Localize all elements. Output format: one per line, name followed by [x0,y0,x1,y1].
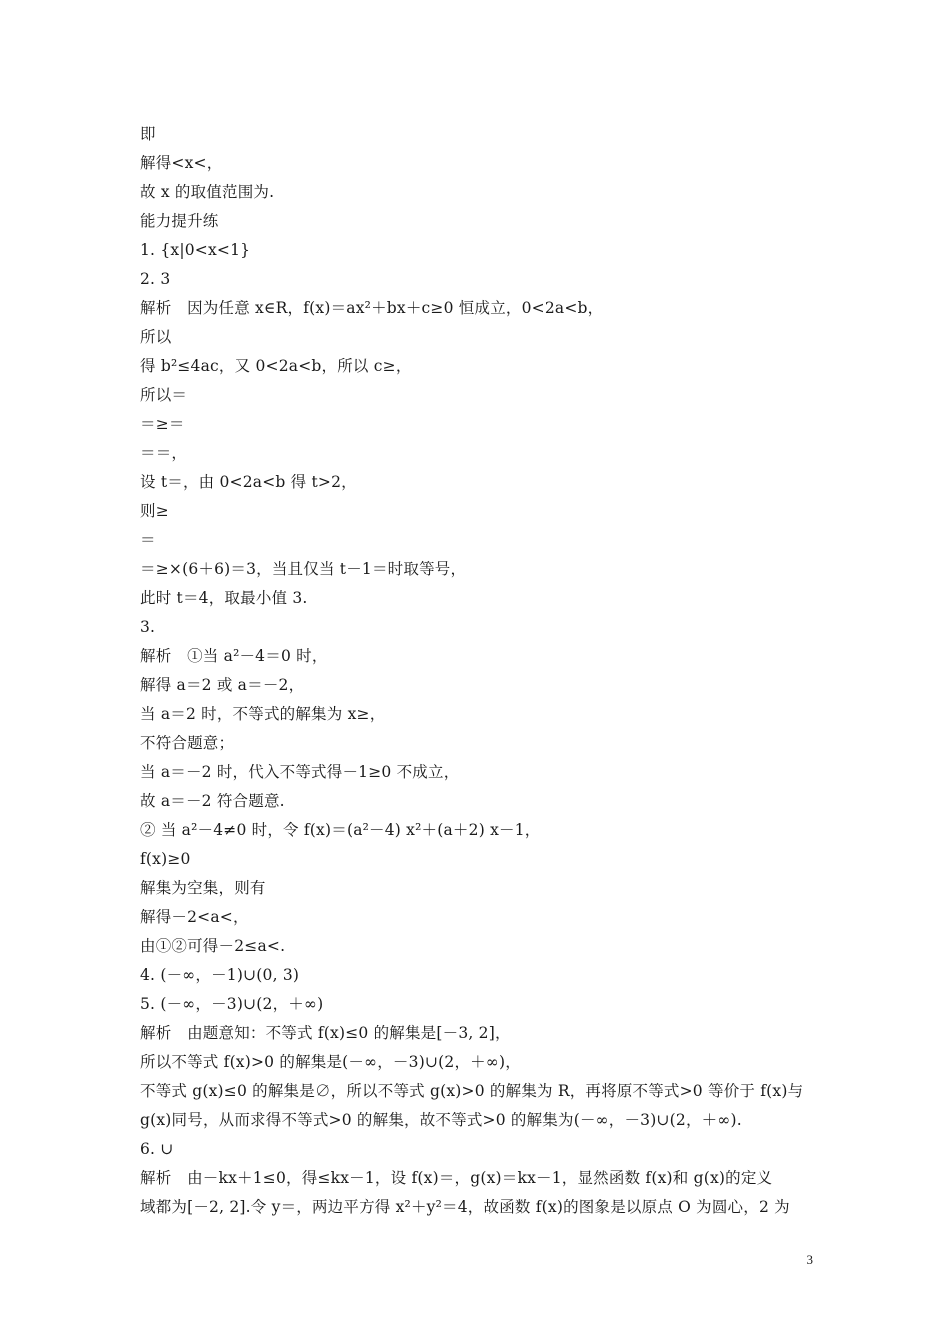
text-line: 所以不等式 f(x)>0 的解集是(－∞，－3)∪(2，＋∞)， [140,1053,521,1071]
text-line: 所以 [140,328,172,346]
text-line: 解析 因为任意 x∈R，f(x)＝ax²＋bx＋c≥0 恒成立，0<2a<b， [140,299,604,317]
text-line: 解集为空集，则有 [140,879,266,897]
text-line: 即 [140,125,156,143]
text-line: ＝＝， [140,444,188,462]
text-line: 2. 3 [140,270,171,288]
text-line: 所以＝ [140,386,188,404]
text-line: 5. (－∞，－3)∪(2，＋∞) [140,995,324,1013]
text-line: 故 x 的取值范围为. [140,183,275,201]
text-line: 解析 由题意知：不等式 f(x)≤0 的解集是[－3, 2]， [140,1024,511,1042]
text-line: 4. (－∞，－1)∪(0, 3) [140,966,300,984]
text-line: 解析 由－kx＋1≤0，得≤kx－1，设 f(x)＝，g(x)＝kx－1，显然函数 f(x)和 g(x)的定义 [140,1169,773,1187]
text-line: 6. ∪ [140,1140,174,1158]
text-line: 不等式 g(x)≤0 的解集是∅，所以不等式 g(x)>0 的解集为 R，再将原不等式>0 等价于 f(x)与 [140,1082,804,1100]
text-line: 解得<x<， [140,154,223,172]
text-line: 当 a＝2 时，不等式的解集为 x≥， [140,705,386,723]
text-line: ＝ [140,531,156,549]
text-line: ＝≥＝ [140,415,185,433]
text-line: 不符合题意； [140,734,235,752]
text-line: 则≥ [140,502,169,520]
text-line: f(x)≥0 [140,850,191,868]
text-line: 故 a＝－2 符合题意. [140,792,285,810]
solution-text-body [140,120,820,1222]
text-line: 解得－2<a<， [140,908,249,926]
text-line: g(x)同号，从而求得不等式>0 的解集，故不等式>0 的解集为(－∞，－3)∪(2，＋∞). [140,1111,742,1129]
text-line: 得 b²≤4ac，又 0<2a<b，所以 c≥， [140,357,412,375]
text-line: 域都为[－2, 2].令 y＝，两边平方得 x²＋y²＝4，故函数 f(x)的图象是以原点 O 为圆心，2 为 [140,1198,790,1216]
text-line: 解析 ①当 a²－4＝0 时， [140,647,328,665]
text-line: 解得 a＝2 或 a＝－2， [140,676,305,694]
text-line: ＝≥×(6＋6)＝3，当且仅当 t－1＝时取等号， [140,560,467,578]
text-line: 设 t＝，由 0<2a<b 得 t>2， [140,473,357,491]
text-line: 此时 t＝4，取最小值 3. [140,589,308,607]
text-line: ② 当 a²－4≠0 时，令 f(x)＝(a²－4) x²＋(a＋2) x－1， [140,821,541,839]
page-number: 3 [806,1252,813,1267]
text-line: 能力提升练 [140,212,219,230]
text-line: 由①②可得－2≤a<. [140,937,286,955]
text-line: 3. [140,618,156,636]
text-line: 当 a＝－2 时，代入不等式得－1≥0 不成立， [140,763,460,781]
text-line: 1. {x|0<x<1} [140,241,251,259]
